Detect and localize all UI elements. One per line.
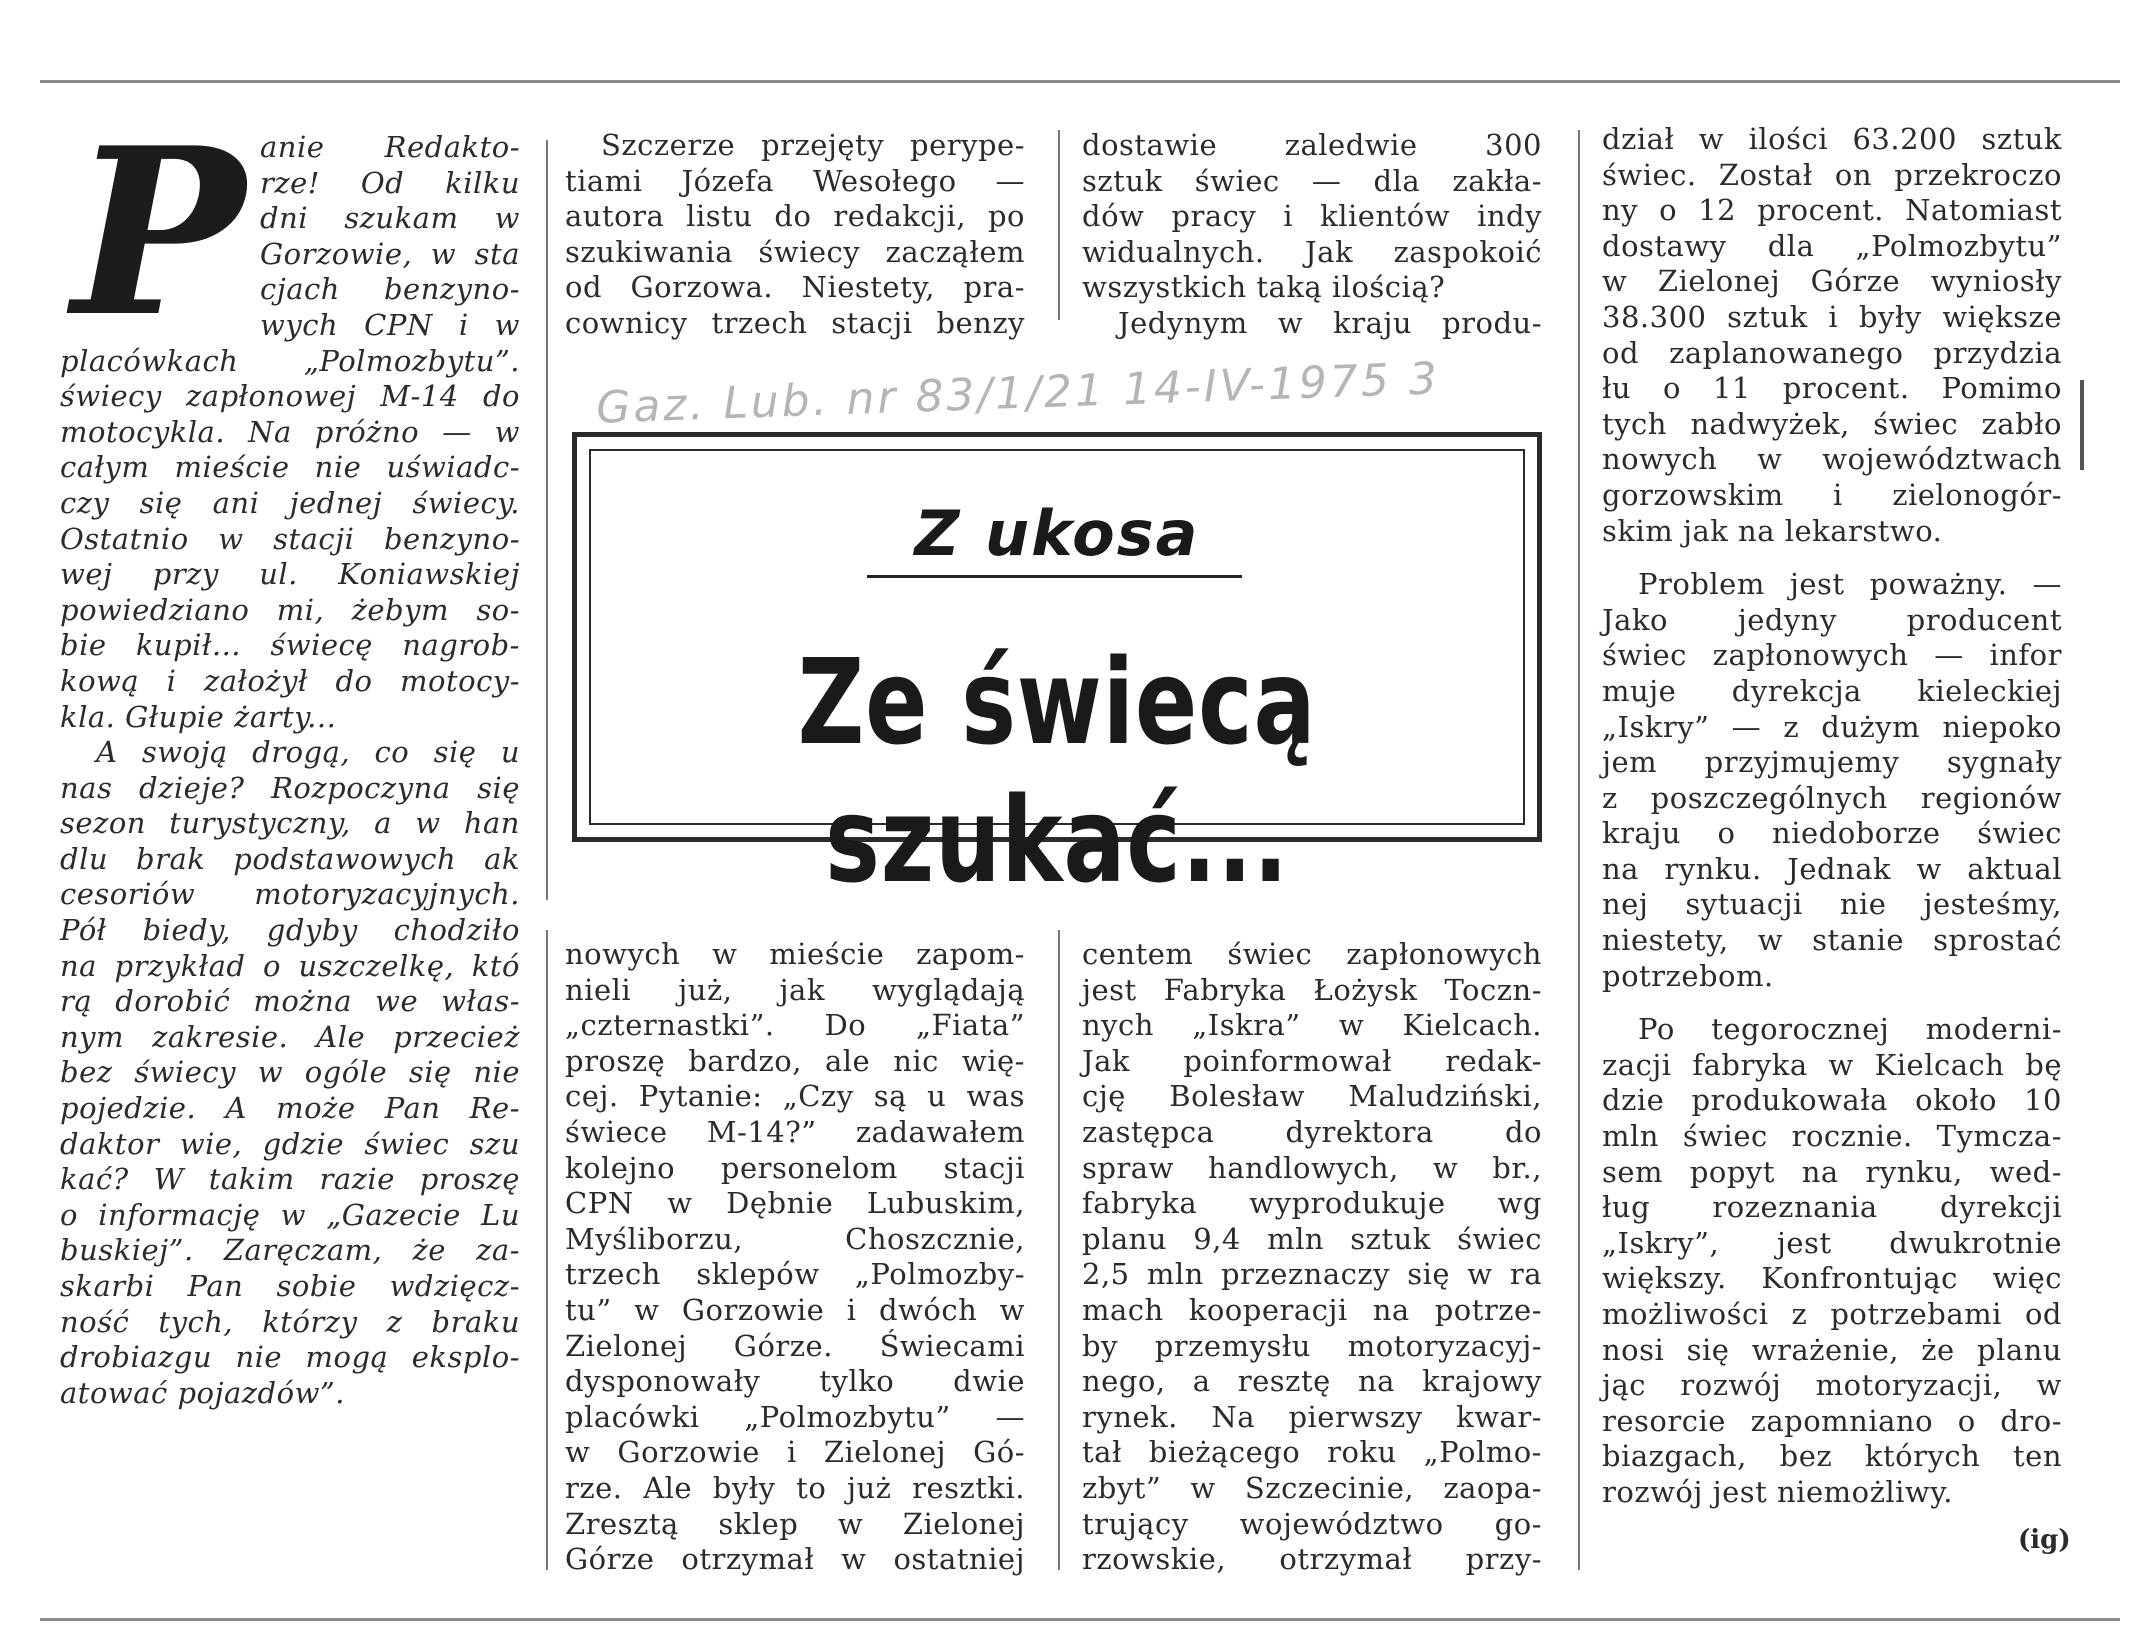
text-line: łu o 11 procent. Pomimo — [1602, 371, 2062, 406]
text-line: planu 9,4 mln sztuk świec — [1082, 1221, 1542, 1256]
text-line: nas dzieje? Rozpoczyna się — [60, 770, 520, 805]
text-line: by przemysłu motoryzacyj- — [1082, 1328, 1542, 1363]
text-line: mach kooperacji na potrze- — [1082, 1292, 1542, 1327]
article-column-2-bottom — [565, 937, 1025, 1578]
headline-box — [572, 432, 1542, 909]
text-line: 2,5 mln przeznaczy się w ra — [1082, 1257, 1542, 1292]
text-line: od zaplanowanego przydzia — [1602, 335, 2062, 370]
text-line: cjach benzyno- — [260, 272, 520, 307]
text-line: rynek. Na pierwszy kwar- — [1082, 1399, 1542, 1434]
handwritten-note: Gaz. Lub. nr 83/1/21 14-IV-1975 3 — [595, 353, 1441, 434]
scan-mark — [2080, 380, 2084, 470]
text-line: „Iskry”, jest dwukrotnie — [1602, 1225, 2062, 1260]
text-line: świecy zapłonowej M-14 do — [60, 379, 520, 414]
text-line: kową i założył do motocy- — [60, 663, 520, 698]
text-line: kla. Głupie żarty... — [60, 699, 337, 734]
text-line: wych CPN i w — [260, 307, 520, 342]
text-line: skim jak na lekarstwo. — [1602, 513, 1943, 548]
text-line: anie Redakto- — [260, 130, 520, 164]
text-line: tych nadwyżek, świec zabło — [1602, 406, 2062, 441]
text-line: nieli już, jak wyglądają — [565, 972, 1025, 1007]
text-line: niestety, w stanie sprostać — [1602, 923, 2062, 958]
text-line: bez świecy w ogóle się nie — [60, 1055, 520, 1090]
text-line: wszystkich taką ilością? — [1082, 270, 1446, 305]
text-line: sztuk świec — dla zakła- — [1082, 163, 1542, 198]
letter-column — [60, 130, 520, 1411]
column-divider — [546, 930, 548, 1570]
text-line: zbyt” w Szczecinie, zaopa- — [1082, 1470, 1542, 1505]
text-line: Po tegorocznej moderni- — [1638, 1012, 2062, 1047]
text-line: bie kupił... świecę nagrob- — [60, 628, 520, 663]
text-line: A swoją drogą, co się u — [96, 735, 520, 770]
text-line: na rynku. Jednak w aktual — [1602, 851, 2062, 886]
text-line: Jako jedyny producent — [1602, 602, 2062, 637]
text-line: Szczerze przejęty perype- — [601, 128, 1025, 162]
text-line: jest Fabryka Łożysk Toczn- — [1082, 972, 1542, 1007]
text-line: na przykład o uszczelkę, któ — [60, 948, 520, 983]
text-line: Myśliborzu, Choszcznie, — [565, 1221, 1025, 1256]
text-line: tał bieżącego roku „Polmo- — [1082, 1435, 1542, 1470]
text-line: szukiwania świecy zacząłem — [565, 234, 1025, 269]
text-line: daktor wie, gdzie świec szu — [60, 1126, 520, 1161]
text-line: drobiazgu nie mogą eksplo- — [60, 1340, 520, 1375]
text-line: nego, a resztę na krajowy — [1082, 1364, 1542, 1399]
text-line: większy. Konfrontując więc — [1602, 1261, 2062, 1296]
top-rule — [40, 80, 2120, 83]
text-line: Pół biedy, gdyby chodziło — [60, 913, 520, 948]
column-divider — [1058, 130, 1060, 320]
column-divider — [546, 140, 548, 900]
text-line: Jedynym w kraju produ- — [1118, 305, 1542, 340]
text-line: placówkach „Polmozbytu”. — [60, 343, 520, 378]
text-line: kolejno personelom stacji — [565, 1150, 1025, 1185]
text-line: z poszczególnych regionów — [1602, 780, 2062, 815]
text-line: świec zapłonowych — infor — [1602, 638, 2062, 673]
text-line: rze! Od kilku — [260, 165, 520, 200]
text-line: nowych w województwach — [1602, 442, 2062, 477]
text-line: Górze otrzymał w ostatniej — [565, 1542, 1025, 1577]
text-line: autora listu do redakcji, po — [565, 199, 1025, 234]
text-line: tu” w Gorzowie i dwóch w — [565, 1292, 1025, 1327]
text-line: dysponowały tylko dwie — [565, 1364, 1025, 1399]
text-line: rą dorobić można we włas- — [60, 984, 520, 1019]
text-line: Zresztą sklep w Zielonej — [565, 1506, 1025, 1541]
text-line: jąc rozwój motoryzacji, w — [1602, 1368, 2062, 1403]
bottom-rule — [40, 1618, 2120, 1621]
headline: Ze świecą szukać... — [797, 633, 1317, 909]
text-line: od Gorzowa. Niestety, pra- — [565, 270, 1025, 305]
text-line: Jak poinformował redak- — [1082, 1043, 1542, 1078]
text-line: placówki „Polmozbytu” — — [565, 1399, 1025, 1434]
text-line: Zielonej Górze. Świecami — [565, 1328, 1025, 1363]
text-line: jem przyjmujemy sygnały — [1602, 745, 2062, 780]
text-line: „Iskry” — z dużym niepoko — [1602, 709, 2062, 744]
text-line: dzie produkowała około 10 — [1602, 1083, 2062, 1118]
text-line: centem świec zapłonowych — [1082, 937, 1542, 971]
text-line: powiedziano mi, żebym so- — [60, 592, 520, 627]
text-line: dostawie zaledwie 300 — [1082, 128, 1542, 162]
text-line: kraju o niedoborze świec — [1602, 816, 2062, 851]
text-line: ność tych, którzy z braku — [60, 1304, 520, 1339]
text-line: cesoriów motoryzacyjnych. — [60, 877, 520, 912]
text-line: rze. Ale były to już resztki. — [565, 1470, 1025, 1505]
drop-cap: P — [72, 98, 245, 368]
text-line: skarbi Pan sobie wdzięcz- — [60, 1269, 520, 1303]
text-line: o informację w „Gazecie Lu — [60, 1197, 520, 1232]
text-line: 38.300 sztuk i były większe — [1602, 299, 2062, 334]
text-line: fabryka wyprodukuje wg — [1082, 1186, 1542, 1221]
text-line: CPN w Dębnie Lubuskim, — [565, 1186, 1025, 1221]
text-line: możliwości z potrzebami od — [1602, 1297, 2062, 1331]
text-line: ny o 12 procent. Natomiast — [1602, 193, 2062, 228]
text-line: spraw handlowych, w br., — [1082, 1150, 1542, 1185]
text-line: Problem jest poważny. — — [1638, 567, 2062, 602]
text-line: motocykla. Na próżno — w — [60, 414, 520, 449]
text-line: gorzowskim i zielonogór- — [1602, 477, 2062, 512]
text-line: zacji fabryka w Kielcach bę — [1602, 1047, 2062, 1082]
text-line: rozwój jest niemożliwy. — [1602, 1474, 1953, 1509]
text-line: zastępca dyrektora do — [1082, 1114, 1542, 1149]
text-line — [1602, 994, 2062, 1012]
article-column-4 — [1602, 122, 2062, 1511]
text-line: tiami Józefa Wesołego — — [565, 163, 1025, 198]
text-line: potrzebom. — [1602, 958, 1774, 993]
text-line: nym zakresie. Ale przecież — [60, 1019, 520, 1054]
text-line: nych „Iskra” w Kielcach. — [1082, 1008, 1542, 1043]
text-line: kać? W takim razie proszę — [60, 1162, 520, 1197]
article-column-3-top — [1082, 128, 1542, 342]
column-divider — [1058, 930, 1060, 1570]
article-column-3-bottom — [1082, 937, 1542, 1578]
text-line: pojedzie. A może Pan Re- — [60, 1091, 520, 1126]
text-line: całym mieście nie uświadc- — [60, 450, 520, 485]
text-line: wej przy ul. Koniawskiej — [60, 557, 520, 592]
text-line: Gorzowie, w sta — [260, 236, 520, 271]
section-kicker: Z ukosa — [914, 497, 1200, 570]
text-line: resorcie zapomniano o dro- — [1602, 1403, 2062, 1438]
text-line: Ostatnio w stacji benzyno- — [60, 521, 520, 556]
text-line: dów pracy i klientów indy — [1082, 199, 1542, 234]
text-line: sezon turystyczny, a w han — [60, 806, 520, 841]
text-line: nosi się wrażenie, że planu — [1602, 1332, 2062, 1367]
text-line: cej. Pytanie: „Czy są u was — [565, 1079, 1025, 1114]
text-line: świece M-14?” zadawałem — [565, 1114, 1025, 1149]
text-line: dlu brak podstawowych ak — [60, 841, 520, 876]
text-line: atować pojazdów”. — [60, 1375, 345, 1410]
text-line: nej sytuacji nie jesteśmy, — [1602, 887, 2062, 922]
text-line: nowych w mieście zapom- — [565, 937, 1025, 971]
column-divider — [1578, 130, 1580, 1570]
text-line: dział w ilości 63.200 sztuk — [1602, 122, 2062, 156]
text-line: muje dyrekcja kieleckiej — [1602, 673, 2062, 708]
text-line: mln świec rocznie. Tymcza- — [1602, 1119, 2062, 1154]
author-signature: (ig) — [2018, 1525, 2071, 1555]
text-line: świec. Został on przekroczo — [1602, 157, 2062, 192]
text-line: dni szukam w — [260, 201, 520, 236]
text-line: proszę bardzo, ale nic wię- — [565, 1043, 1025, 1078]
text-line: ług rozeznania dyrekcji — [1602, 1190, 2062, 1225]
text-line: biazgach, bez których ten — [1602, 1439, 2062, 1474]
text-line: czy się ani jednej świecy. — [60, 485, 520, 520]
text-line: rzowskie, otrzymał przy- — [1082, 1542, 1542, 1577]
text-line: trzech sklepów „Polmozby- — [565, 1257, 1025, 1292]
text-line: cję Bolesław Maludziński, — [1082, 1079, 1542, 1114]
text-line: widualnych. Jak zaspokoić — [1082, 234, 1542, 269]
text-line: trujący województwo go- — [1082, 1506, 1542, 1541]
text-line: sem popyt na rynku, wed- — [1602, 1154, 2062, 1189]
text-line: „czternastki”. Do „Fiata” — [565, 1008, 1025, 1043]
text-line — [1602, 549, 2062, 567]
text-line: dostawy dla „Polmozbytu” — [1602, 228, 2062, 263]
article-column-2-top — [565, 128, 1025, 342]
text-line: w Gorzowie i Zielonej Gó- — [565, 1435, 1025, 1470]
kicker-underline — [867, 575, 1242, 578]
text-line: w Zielonej Górze wyniosły — [1602, 264, 2062, 299]
text-line: buskiej”. Zaręczam, że za- — [60, 1233, 520, 1268]
text-line: cownicy trzech stacji benzy — [565, 305, 1025, 340]
